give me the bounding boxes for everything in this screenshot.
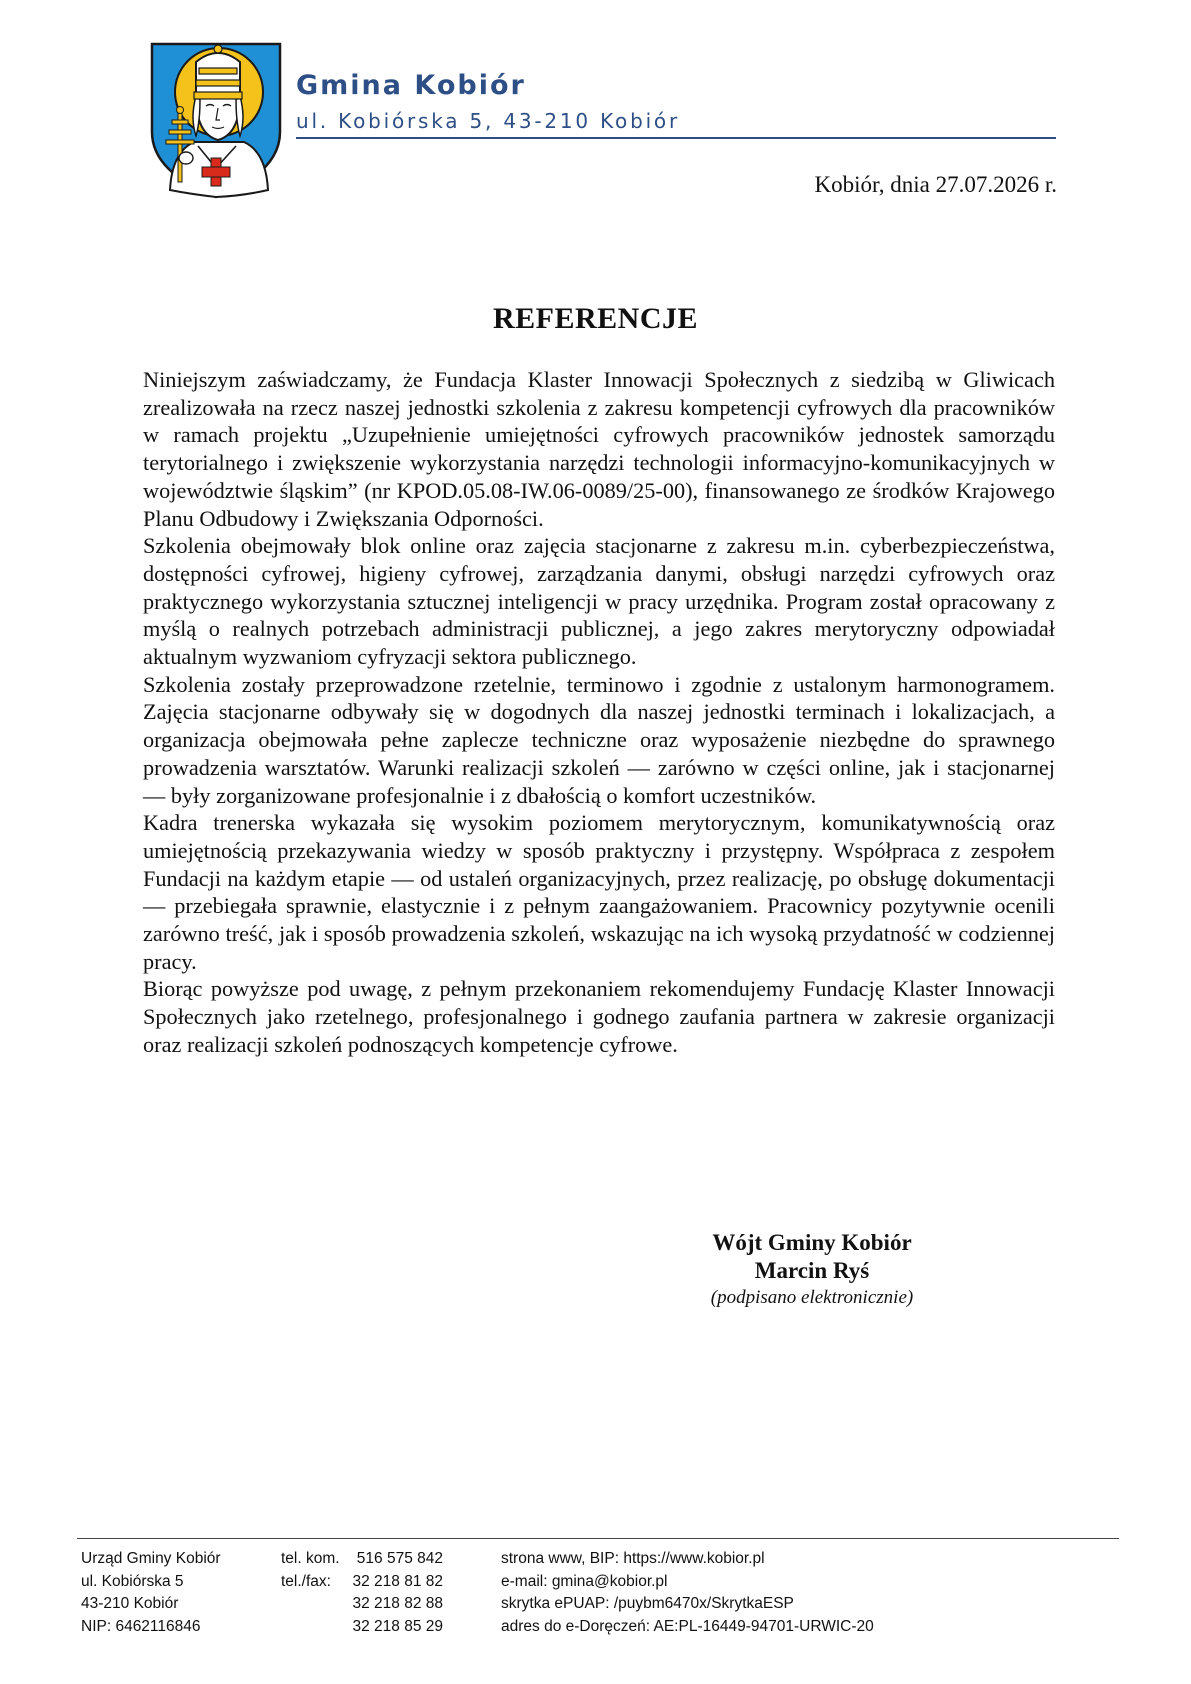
footer-address-column bbox=[81, 1548, 221, 1638]
body-paragraph: Niniejszym zaświadczamy, że Fundacja Klaster Innowacji Społecznych z siedzibą w Gliwicach zrealizowała na rzecz naszej jednostki szkolenia z zakresu kompetencji cyfrowych dla pracowników w ramach projektu „Uzupełnienie umiejętności cyfrowych pracowników jednostek samorządu terytorialnego i zwiększenie wykorzystania narzędzi technologii informacyjno-komunikacyjnych w województwie śląskim” (nr KPOD.05.08-IW.06-0089/25-00), finansowanego ze środków Krajowego Planu Odbudowy i Zwiększania Odporności. bbox=[143, 367, 1055, 531]
footer-email: e-mail: gmina@kobior.pl bbox=[501, 1572, 668, 1590]
footer-phone-row bbox=[281, 1548, 443, 1571]
body-paragraph: Kadra trenerska wykazała się wysokim poziomem merytorycznym, komunikatywnością oraz umiejętnością przekazywania wiedzy w sposób praktyczny i przystępny. Współpraca z zespołem Fundacji na każdym etapie — od ustaleń organizacyjnych, przez realizację, po obsługę dokumentacji — przebiegała sprawnie, elastycznie i z pełnym zaangażowaniem. Pracownicy pozytywnie ocenili zarówno treść, jak i sposób prowadzenia szkoleń, wskazując na ich wysoką przydatność w codziennej pracy. bbox=[143, 810, 1055, 974]
footer-phone-number: 32 218 85 29 bbox=[352, 1617, 443, 1635]
footer-online-column bbox=[501, 1548, 874, 1638]
document-date: Kobiór, dnia 27.07.2026 r. bbox=[814, 172, 1057, 197]
signatory-name: Marcin Ryś bbox=[754, 1258, 870, 1283]
footer-phone-label: tel. kom. bbox=[281, 1550, 340, 1567]
body-paragraph: Szkolenia obejmowały blok online oraz zajęcia stacjonarne z zakresu m.in. cyberbezpieczeństwa, dostępności cyfrowej, higieny cyfrowej, zarządzania danymi, obsługi narzędzi cyfrowych oraz praktycznego wykorzystania sztucznej inteligencji w pracy urzędnika. Program został opracowany z myślą o realnych potrzebach administracji publicznej, a jego zakres merytoryczny odpowiadał aktualnym wyzwaniom cyfryzacji sektora publicznego. bbox=[143, 533, 1055, 670]
coat-of-arms-icon bbox=[146, 40, 286, 200]
footer-nip: NIP: 6462116846 bbox=[81, 1617, 201, 1635]
footer-postal-city: 43-210 Kobiór bbox=[81, 1595, 179, 1612]
footer-phone-row bbox=[281, 1593, 443, 1616]
footer-phone-column bbox=[281, 1548, 443, 1638]
footer-street: ul. Kobiórska 5 bbox=[81, 1572, 184, 1590]
footer-website: strona www, BIP: https://www.kobior.pl bbox=[501, 1550, 765, 1567]
footer-divider bbox=[77, 1538, 1119, 1539]
footer-phone-number: 516 575 842 bbox=[356, 1550, 443, 1567]
footer-phone-number: 32 218 82 88 bbox=[352, 1595, 443, 1612]
footer-epuap: skrytka ePUAP: /puybm6470x/SkrytkaESP bbox=[501, 1595, 794, 1612]
organization-address: ul. Kobiórska 5, 43-210 Kobiór bbox=[296, 109, 680, 133]
document-body bbox=[143, 366, 1055, 1059]
footer-office-name: Urząd Gminy Kobiór bbox=[81, 1550, 221, 1567]
body-paragraph: Szkolenia zostały przeprowadzone rzetelnie, terminowo i zgodnie z ustalonym harmonogramem. Zajęcia stacjonarne odbywały się w dogodnych dla naszej jednostki terminach i lokalizacjach, a organizacja obejmowała pełne zaplecze techniczne oraz wyposażenie niezbędne do sprawnego prowadzenia warsztatów. Warunki realizacji szkoleń — zarówno w części online, jak i stacjonarnej — były zorganizowane profesjonalnie i z dbałością o komfort uczestników. bbox=[143, 671, 1055, 808]
document-title: REFERENCJE bbox=[492, 302, 699, 336]
footer-e-delivery-address: adres do e-Doręczeń: AE:PL-16449-94701-URWIC-20 bbox=[501, 1617, 874, 1635]
signatory-role: Wójt Gminy Kobiór bbox=[712, 1230, 912, 1255]
signature-note: (podpisano elektronicznie) bbox=[710, 1287, 914, 1308]
footer-phone-row bbox=[281, 1616, 443, 1639]
letterhead-divider bbox=[296, 137, 1056, 139]
signature-block bbox=[651, 1229, 973, 1311]
footer-phone-label: tel./fax: bbox=[281, 1572, 331, 1590]
footer-phone-number: 32 218 81 82 bbox=[352, 1572, 443, 1590]
organization-name: Gmina Kobiór bbox=[296, 70, 526, 101]
footer-phone-row bbox=[281, 1571, 443, 1594]
body-paragraph: Biorąc powyższe pod uwagę, z pełnym przekonaniem rekomendujemy Fundację Klaster Innowacji Społecznych jako rzetelnego, profesjonalnego i godnego zaufania partnera w zakresie organizacji oraz realizacji szkoleń podnoszących kompetencje cyfrowe. bbox=[143, 976, 1055, 1057]
